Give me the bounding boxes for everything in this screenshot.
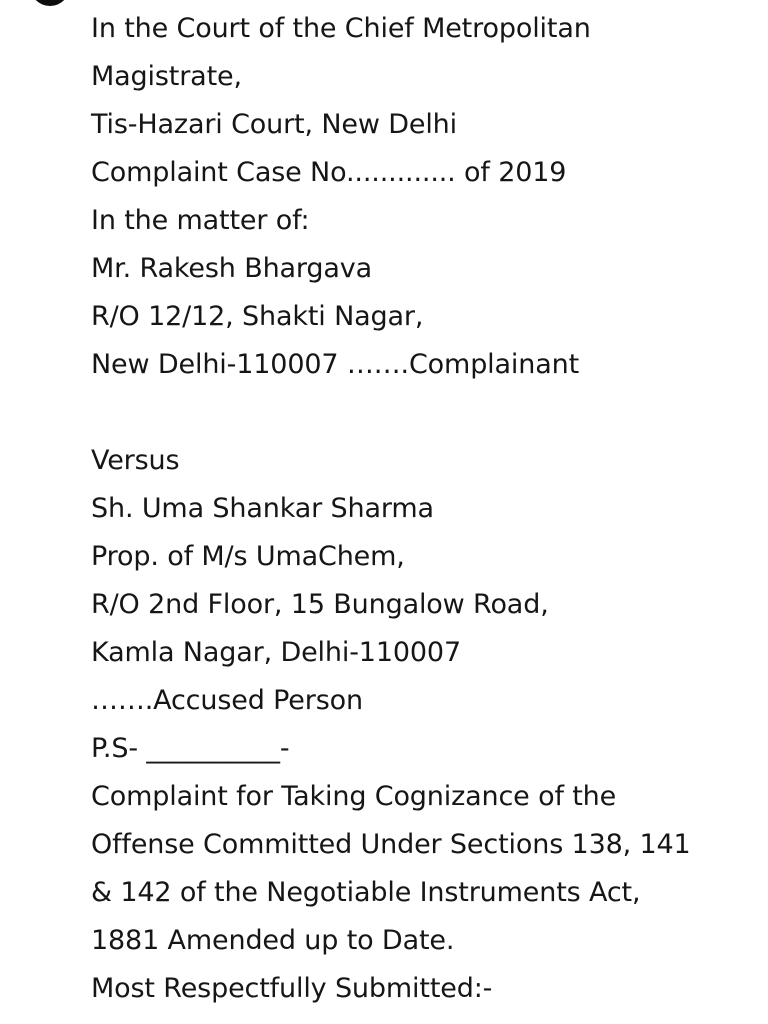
- accused-role: …….Accused Person: [91, 685, 363, 716]
- court-heading: In the Court of the Chief Metropolitan: [91, 13, 591, 44]
- court-location: Tis-Hazari Court, New Delhi: [91, 109, 458, 140]
- subject-line-4: 1881 Amended up to Date.: [91, 925, 455, 956]
- accused-address-1: R/O 2nd Floor, 15 Bungalow Road,: [91, 589, 549, 620]
- complainant-name: Mr. Rakesh Bhargava: [91, 253, 373, 284]
- police-station: P.S- __________-: [91, 733, 290, 764]
- court-heading-cont: Magistrate,: [91, 61, 242, 92]
- subject-line-2: Offense Committed Under Sections 138, 141: [91, 829, 691, 860]
- closing-line: Most Respectfully Submitted:-: [91, 973, 493, 1004]
- complainant-address-2: New Delhi-110007 …….Complainant: [91, 349, 580, 380]
- complaint-document: [91, 5, 751, 1013]
- spacer: [91, 389, 751, 437]
- versus-label: Versus: [91, 445, 180, 476]
- accused-address-2: Kamla Nagar, Delhi-110007: [91, 637, 461, 668]
- case-number: Complaint Case No............. of 2019: [91, 157, 567, 188]
- subject-line-3: & 142 of the Negotiable Instruments Act,: [91, 877, 641, 908]
- accused-proprietorship: Prop. of M/s UmaChem,: [91, 541, 405, 572]
- accused-name: Sh. Uma Shankar Sharma: [91, 493, 434, 524]
- subject-line-1: Complaint for Taking Cognizance of the: [91, 781, 617, 812]
- corner-mark: [30, 0, 70, 6]
- complainant-address-1: R/O 12/12, Shakti Nagar,: [91, 301, 424, 332]
- matter-of-label: In the matter of:: [91, 205, 310, 236]
